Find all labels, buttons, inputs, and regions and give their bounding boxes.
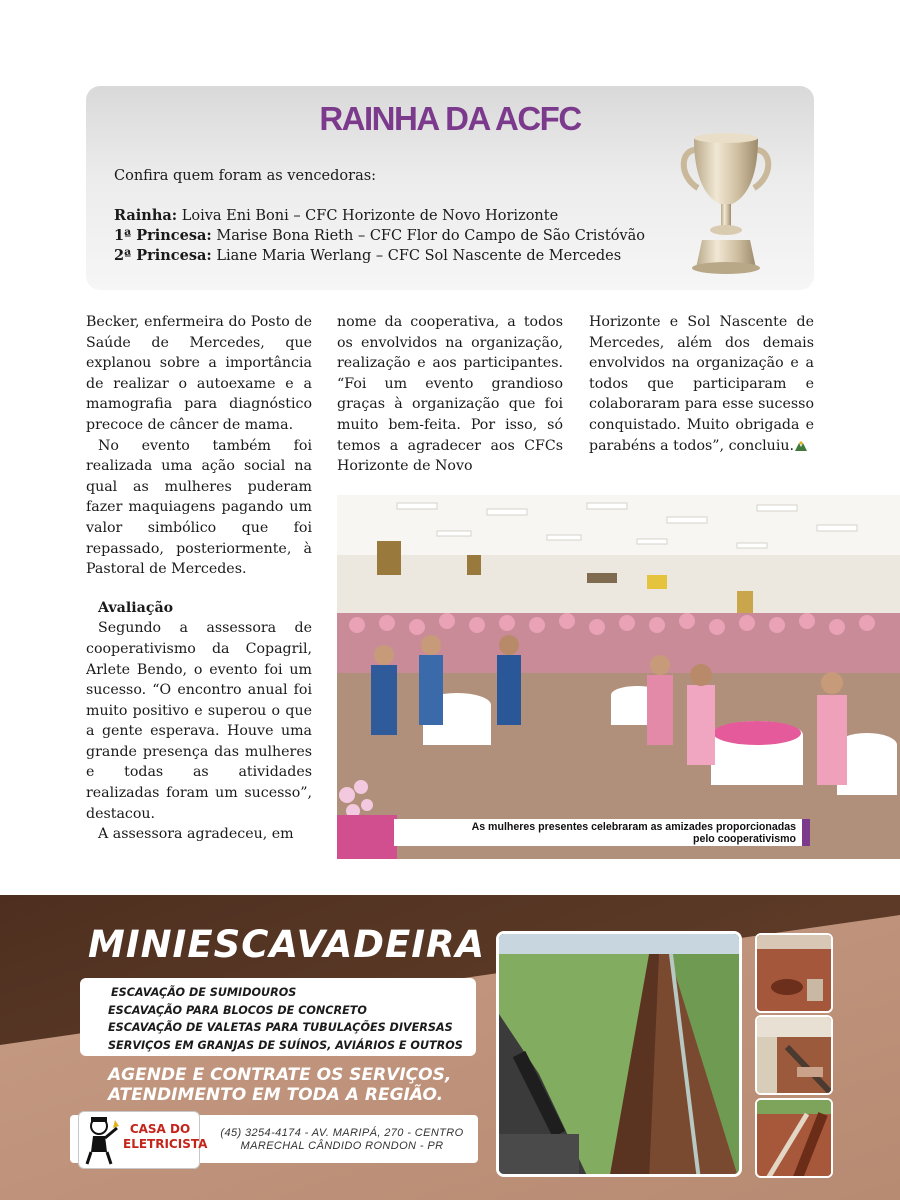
trophy-icon <box>676 132 776 282</box>
service-item: ESCAVAÇÃO DE VALETAS PARA TUBULAÇÕES DIVERSAS <box>108 1021 453 1034</box>
paragraph: Becker, enfermeira do Posto de Saúde de Mercedes, que explanou sobre a importância de realizar o autoexame e a mamografia para diagnóstico precoce de câncer de mama. <box>86 314 312 433</box>
photo-caption <box>394 819 810 846</box>
paragraph: No evento também foi realizada uma ação social na qual as mulheres puderam fazer maquiagens pagando um valor simbólico que foi repassado, posteriormente, à Pastoral de Mercedes. <box>86 437 312 578</box>
ad-title: MINIESCAVADEIRA <box>88 923 486 966</box>
pit-photo-illustration <box>757 935 833 1013</box>
pit-photo <box>755 933 833 1013</box>
article-column-3 <box>589 312 814 456</box>
caption-line: pelo cooperativismo <box>692 833 796 845</box>
paragraph <box>589 312 814 456</box>
end-mark-icon <box>794 441 808 451</box>
paragraph: A assessora agradeceu, em <box>98 826 294 843</box>
barn-photo-illustration <box>757 1017 833 1095</box>
pipe-trench-photo <box>755 1098 833 1178</box>
trench-photo <box>496 931 742 1177</box>
winner-role: 2ª Princesa: <box>114 247 212 264</box>
trench-photo-illustration <box>499 934 742 1177</box>
queen-box <box>86 86 814 290</box>
queen-intro: Confira quem foram as vencedoras: <box>114 168 377 184</box>
logo-line: CASA DO <box>129 1122 191 1136</box>
electrician-mascot-icon <box>81 1114 121 1166</box>
paragraph: nome da cooperativa, a todos os envolvidos na organização, realização e aos participantes. “Foi um evento grandioso graças à organização que foi muito bem-feita. Por isso, só temos a agradecer aos CFCs Horizonte de Novo <box>337 314 563 475</box>
address-line: MARECHAL CÂNDIDO RONDON - PR <box>240 1140 444 1152</box>
winner-second-princess <box>114 246 645 266</box>
winner-first-princess <box>114 226 645 246</box>
service-item: SERVIÇOS EM GRANJAS DE SUÍNOS, AVIÁRIOS E OUTROS <box>108 1038 463 1052</box>
winner-name: Marise Bona Rieth – CFC Flor do Campo de São Cristóvão <box>211 228 645 244</box>
excavator-ad <box>0 895 900 1200</box>
article-column-2 <box>337 312 563 477</box>
barn-photo <box>755 1015 833 1095</box>
event-photo-illustration <box>337 495 900 859</box>
paragraph-text: Horizonte e Sol Nascente de Mercedes, além dos demais envolvidos na organização e a todos que participaram e colaboraram para esse sucesso conquistado. Muito obrigada e parabéns a todos”, concluiu. <box>589 314 814 454</box>
article-column-1 <box>86 312 312 845</box>
logo-text <box>123 1122 208 1152</box>
winner-role: 1ª Princesa: <box>114 227 212 244</box>
winner-name: Loiva Eni Boni – CFC Horizonte de Novo Horizonte <box>177 208 559 224</box>
caption-line: As mulheres presentes celebraram as amizades proporcionadas <box>471 821 796 833</box>
cta-line: AGENDE E CONTRATE OS SERVIÇOS, <box>108 1065 452 1085</box>
service-item: ESCAVAÇÃO PARA BLOCOS DE CONCRETO <box>108 1003 367 1017</box>
cta-line: ATENDIMENTO EM TODA A REGIÃO. <box>108 1085 444 1105</box>
paragraph: Segundo a assessora de cooperativismo da Copagril, Arlete Bendo, o evento foi um sucesso. “O encontro anual foi muito positivo e superou o que a gente esperava. Houve uma grande presença das mulheres e todas as atividades realizadas foram um sucesso”, destacou. <box>86 620 312 822</box>
winner-role: Rainha: <box>114 207 178 224</box>
address-line: (45) 3254-4174 - AV. MARIPÁ, 270 - CENTRO <box>220 1127 464 1139</box>
contact-bar <box>70 1115 478 1163</box>
event-photo <box>337 495 900 859</box>
ad-call-to-action <box>108 1065 451 1105</box>
ad-address <box>214 1127 470 1153</box>
section-heading: Avaliação <box>98 599 174 616</box>
service-item: ESCAVAÇÃO DE SUMIDOUROS <box>111 986 297 999</box>
casa-do-eletricista-logo <box>78 1111 208 1169</box>
pipe-trench-photo-illustration <box>757 1100 833 1178</box>
services-list <box>80 978 476 1056</box>
queen-title: RAINHA DA ACFC <box>319 100 581 137</box>
winner-queen <box>114 206 645 226</box>
winners-list <box>114 206 645 266</box>
winner-name: Liane Maria Werlang – CFC Sol Nascente de Mercedes <box>211 248 622 264</box>
logo-line: ELETRICISTA <box>123 1137 208 1151</box>
